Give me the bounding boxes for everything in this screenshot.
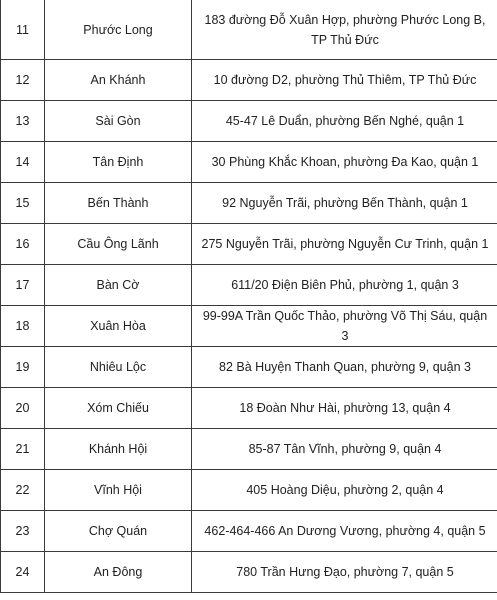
branch-name: Sài Gòn: [45, 101, 192, 141]
row-number: 12: [1, 60, 45, 100]
row-number: 20: [1, 388, 45, 428]
branch-address: 82 Bà Huyện Thanh Quan, phường 9, quận 3: [219, 360, 471, 374]
row-number: 11: [1, 0, 45, 59]
branch-name: Vĩnh Hội: [45, 470, 192, 510]
row-number: 19: [1, 347, 45, 387]
branch-address: 275 Nguyễn Trãi, phường Nguyễn Cư Trinh, quận 1: [201, 237, 489, 251]
table-row: [1, 142, 497, 183]
branch-address: 18 Đoàn Như Hài, phường 13, quận 4: [239, 401, 451, 415]
table-row: [1, 511, 497, 552]
branch-address: 780 Trần Hưng Đạo, phường 7, quận 5: [236, 565, 454, 579]
branch-address: 99-99A Trần Quốc Thảo, phường Võ Thị Sáu, quận 3: [202, 309, 488, 343]
table-row: [1, 552, 497, 593]
table-row: [1, 224, 497, 265]
row-number: 23: [1, 511, 45, 551]
table-row: [1, 183, 497, 224]
branch-address: 183 đường Đỗ Xuân Hợp, phường Phước Long B, TP Thủ Đức: [204, 12, 486, 47]
row-number: 14: [1, 142, 45, 182]
branch-name: Chợ Quán: [45, 511, 192, 551]
row-number: 22: [1, 470, 45, 510]
branch-address: 30 Phùng Khắc Khoan, phường Đa Kao, quận 1: [211, 155, 479, 169]
branch-name: Cầu Ông Lãnh: [45, 224, 192, 264]
branch-address: 611/20 Điện Biên Phủ, phường 1, quận 3: [231, 278, 459, 292]
table-row: [1, 429, 497, 470]
row-number: 24: [1, 552, 45, 592]
row-number: 17: [1, 265, 45, 305]
table-row: [1, 60, 497, 101]
branch-address: 85-87 Tân Vĩnh, phường 9, quận 4: [248, 442, 442, 456]
row-number: 18: [1, 306, 45, 346]
branch-address: 92 Nguyễn Trãi, phường Bến Thành, quận 1: [222, 196, 468, 210]
branch-name: Bến Thành: [45, 183, 192, 223]
table-row: [1, 470, 497, 511]
table-row: [1, 388, 497, 429]
table-row: [1, 347, 497, 388]
row-number: 21: [1, 429, 45, 469]
table-row: [1, 0, 497, 60]
branch-name: Xuân Hòa: [45, 306, 192, 346]
branch-name: Tân Định: [45, 142, 192, 182]
branch-address: 405 Hoàng Diệu, phường 2, quận 4: [246, 483, 444, 497]
table-row: [1, 101, 497, 142]
branch-name: Nhiêu Lộc: [45, 347, 192, 387]
row-number: 13: [1, 101, 45, 141]
branch-name: Xóm Chiếu: [45, 388, 192, 428]
branch-name: An Đông: [45, 552, 192, 592]
row-number: 16: [1, 224, 45, 264]
branch-name: Phước Long: [45, 0, 192, 59]
row-number: 15: [1, 183, 45, 223]
branch-name: An Khánh: [45, 60, 192, 100]
branch-address: 10 đường D2, phường Thủ Thiêm, TP Thủ Đức: [213, 73, 477, 87]
branch-address: 462-464-466 An Dương Vương, phường 4, quận 5: [204, 524, 486, 538]
branch-name: Khánh Hội: [45, 429, 192, 469]
branch-address: 45-47 Lê Duẩn, phường Bến Nghé, quận 1: [225, 114, 465, 128]
table-row: [1, 306, 497, 347]
table-row: [1, 265, 497, 306]
branch-name: Bàn Cờ: [45, 265, 192, 305]
